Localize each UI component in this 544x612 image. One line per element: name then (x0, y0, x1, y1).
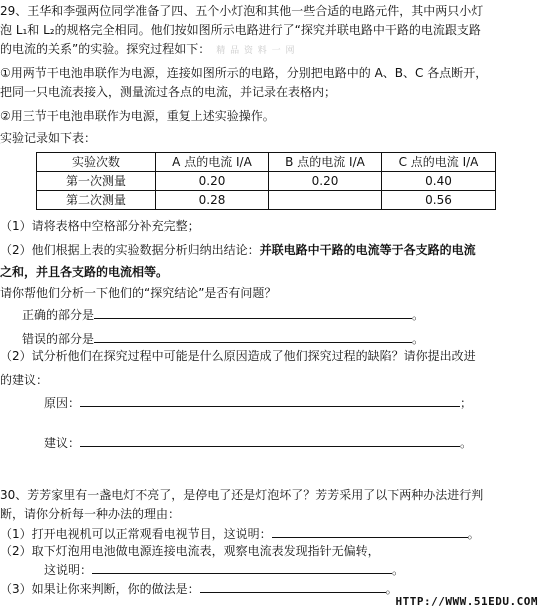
table-header-cell: B 点的电流 I/A (269, 153, 382, 172)
table-cell: 0.56 (382, 191, 496, 210)
method3-answer-line[interactable] (200, 580, 386, 593)
wrong-part-label: 错误的部分是 (22, 332, 95, 346)
end-mark: 。 (460, 436, 473, 450)
q29-sub3-line1: （2）试分析他们在探究过程中可能是什么原因造成了他们探究过程的缺陷？请你提出改进 (0, 349, 476, 363)
end-mark: 。 (392, 563, 405, 577)
q30-intro-line2: 断，请你分析每一种办法的理由： (0, 507, 181, 521)
method2-answer-line[interactable] (92, 561, 392, 574)
q29-intro-line3-text: 的电流的关系”的实验。探究过程如下： (0, 42, 211, 56)
table-cell: 0.28 (156, 191, 269, 210)
experiment-table (36, 152, 496, 210)
q29-conclusion-bold-1: 并联电路中干路的电流等于各支路的电流 (259, 243, 476, 257)
q29-intro-line2: 泡 L₁和 L₂的规格完全相同。他们按如图所示电路进行了“探究并联电路中干路的电流跟支路 (0, 23, 481, 37)
q29-intro-line3 (0, 42, 296, 59)
q29-sub3-line2: 的建议： (0, 373, 49, 387)
wrong-part-answer-line[interactable] (94, 330, 412, 343)
table-header-cell: A 点的电流 I/A (156, 153, 269, 172)
q30-method1 (0, 525, 480, 542)
q29-sub1: （1）请将表格中空格部分补充完整； (0, 219, 200, 233)
table-header-cell: C 点的电流 I/A (382, 153, 496, 172)
end-mark: 。 (412, 308, 425, 322)
end-mark: 。 (412, 332, 425, 346)
correct-part-label: 正确的部分是 (22, 308, 95, 322)
watermark-text: 精 品 资 料 一 网 (216, 46, 296, 56)
suggest-label: 建议： (44, 436, 81, 450)
q30-method2-text: 这说明： (44, 563, 93, 577)
table-header-row (37, 153, 496, 172)
q29-intro-line1: 29、王华和李强两位同学准备了四、五个小灯泡和其他一些合适的电路元件，其中两只小灯 (0, 4, 484, 18)
table-cell: 第二次测量 (37, 191, 156, 210)
table-blank-cell[interactable] (269, 191, 382, 210)
correct-part-row (22, 306, 424, 323)
reason-label: 原因： (44, 396, 81, 410)
reason-row (44, 394, 472, 411)
table-row (37, 191, 496, 210)
q29-step1-line2: 把同一只电流表接入，测量流过各点的电流，并记录在表格内； (0, 85, 337, 99)
table-cell: 0.40 (382, 172, 496, 191)
q29-sub2-text: （2）他们根据上表的实验数据分析归纳出结论： (0, 243, 260, 257)
table-cell: 0.20 (269, 172, 382, 191)
suggest-answer-line[interactable] (80, 434, 460, 447)
end-mark: 。 (467, 527, 480, 541)
q29-step1-line1: ①用两节干电池串联作为电源，连接如图所示的电路，分别把电路中的 A、B、C 各点断开， (0, 66, 488, 80)
wrong-part-row (22, 330, 424, 347)
table-header-cell: 实验次数 (37, 153, 156, 172)
method1-answer-line[interactable] (272, 525, 468, 538)
q30-method2-line1: （2）取下灯泡用电池做电源连接电流表，观察电流表发现指针无偏转， (0, 544, 380, 558)
table-row (37, 172, 496, 191)
suggest-row (44, 434, 472, 451)
table-cell: 第一次测量 (37, 172, 156, 191)
end-mark: 。 (385, 582, 398, 596)
q30-method3 (0, 580, 398, 597)
q30-method3-text: （3）如果让你来判断，你的做法是： (0, 582, 200, 596)
q29-ask: 请你帮他们分析一下他们的“探究结论”是否有问题？ (0, 286, 277, 300)
reason-end-mark: ； (460, 396, 473, 410)
q29-conclusion-bold-2: 之和，并且各支路的电流相等。 (0, 265, 169, 279)
q30-method1-text: （1）打开电视机可以正常观看电视节目，这说明： (0, 527, 272, 541)
table-cell: 0.20 (156, 172, 269, 191)
table-caption: 实验记录如下表： (0, 131, 97, 145)
q29-sub2-line1 (0, 243, 476, 258)
q29-step2: ②用三节干电池串联作为电源，重复上述实验操作。 (0, 109, 275, 123)
site-url-footer: HTTP://WWW.51EDU.COM (395, 595, 538, 608)
correct-part-answer-line[interactable] (94, 306, 412, 319)
q30-intro-line1: 30、芳芳家里有一盏电灯不亮了，是停电了还是灯泡坏了？芳芳采用了以下两种办法进行判 (0, 488, 484, 502)
q30-method2-line2 (44, 561, 404, 578)
reason-answer-line[interactable] (80, 394, 460, 407)
